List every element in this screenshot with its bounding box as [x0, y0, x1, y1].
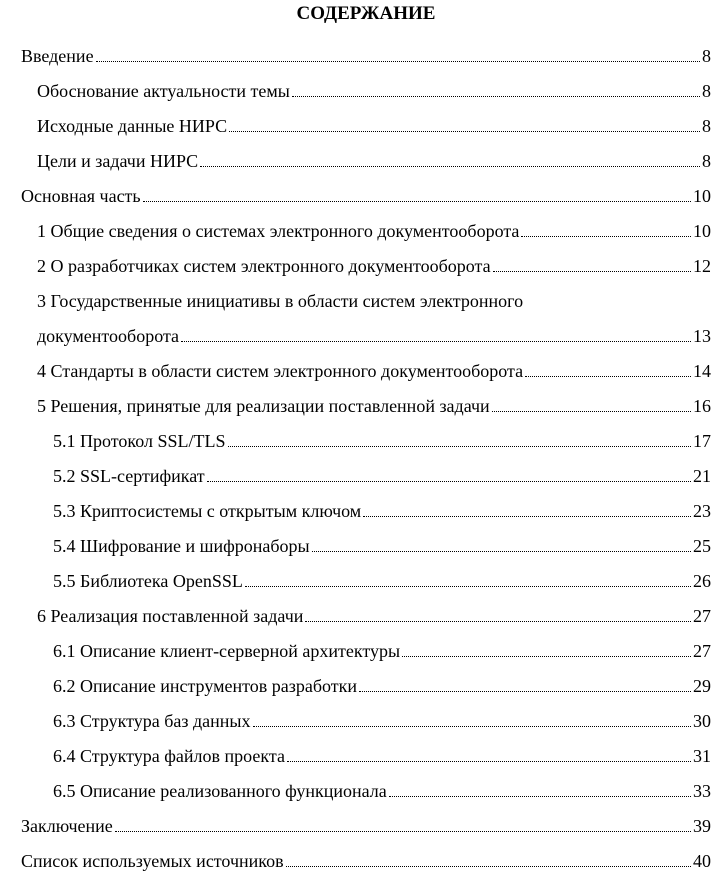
dot-leader [292, 96, 700, 97]
toc-entry-page: 27 [693, 641, 711, 661]
toc-entry-page: 23 [693, 501, 711, 521]
toc-entry-page: 21 [693, 466, 711, 486]
toc-entry-goals[interactable] [21, 139, 711, 174]
toc-entry-label: 2 О разработчиках систем электронного документооборота [37, 256, 491, 276]
dot-leader [287, 761, 691, 762]
toc-entry-label: 6.4 Структура файлов проекта [53, 746, 285, 766]
dot-leader [359, 691, 691, 692]
toc-entry-label: Основная часть [21, 186, 141, 206]
toc-entry-page: 8 [702, 81, 711, 101]
toc-entry-section-2[interactable] [21, 244, 711, 279]
toc-entry-label: 5.2 SSL-сертификат [53, 466, 205, 486]
toc-entry-page: 40 [693, 851, 711, 871]
dot-leader [312, 551, 691, 552]
toc-entry-page: 31 [693, 746, 711, 766]
toc-entry-section-5-5[interactable] [21, 559, 711, 594]
dot-leader [200, 166, 700, 167]
toc-entry-conclusion[interactable] [21, 804, 711, 839]
toc-entry-label: Обоснование актуальности темы [37, 81, 290, 101]
toc-entry-page: 8 [702, 46, 711, 66]
toc-entry-page: 13 [693, 326, 711, 346]
toc-entry-page: 8 [702, 151, 711, 171]
toc-entry-page: 26 [693, 571, 711, 591]
toc-entry-section-6-1[interactable] [21, 629, 711, 664]
dot-leader [96, 61, 700, 62]
dot-leader [229, 131, 700, 132]
dot-leader [305, 621, 691, 622]
dot-leader [115, 831, 691, 832]
dot-leader [253, 726, 691, 727]
dot-leader [525, 376, 691, 377]
toc-entry-section-6-3[interactable] [21, 699, 711, 734]
dot-leader [521, 236, 691, 237]
toc-entry-page: 14 [693, 361, 711, 381]
toc-entry-section-5[interactable] [21, 384, 711, 419]
toc-entry-section-4[interactable] [21, 349, 711, 384]
toc-entry-introduction[interactable] [21, 34, 711, 69]
toc-entry-label: 1 Общие сведения о системах электронного документооборота [37, 221, 520, 241]
dot-leader [493, 271, 691, 272]
toc-entry-label: Исходные данные НИРС [37, 116, 228, 136]
toc-entry-label: 5 Решения, принятые для реализации поставленной задачи [37, 396, 490, 416]
toc-entry-label: Заключение [21, 816, 113, 836]
toc-entry-page: 10 [693, 221, 711, 241]
toc-entry-label: 6.5 Описание реализованного функционала [53, 781, 387, 801]
toc-entry-label: 4 Стандарты в области систем электронного документооборота [37, 361, 524, 381]
toc-entry-label: 5.3 Криптосистемы с открытым ключом [53, 501, 362, 521]
dot-leader [228, 446, 692, 447]
toc-entry-label: 6.1 Описание клиент-серверной архитектуры [53, 641, 401, 661]
toc-entry-page: 30 [693, 711, 711, 731]
toc-entry-section-6[interactable] [21, 594, 711, 629]
toc-entry-label: 6.3 Структура баз данных [53, 711, 251, 731]
toc-entry-page: 17 [693, 431, 711, 451]
dot-leader [363, 516, 691, 517]
toc-entry-page: 29 [693, 676, 711, 696]
dot-leader [286, 866, 691, 867]
toc-entry-page: 27 [693, 606, 711, 626]
toc-entry-page: 12 [693, 256, 711, 276]
dot-leader [143, 201, 691, 202]
toc-entry-relevance[interactable] [21, 69, 711, 104]
toc-entry-main-part[interactable] [21, 174, 711, 209]
toc-entry-label: 6.2 Описание инструментов разработки [53, 676, 357, 696]
toc-entry-page: 33 [693, 781, 711, 801]
toc-entry-page: 8 [702, 116, 711, 136]
toc-entry-section-6-4[interactable] [21, 734, 711, 769]
toc-entry-section-1[interactable] [21, 209, 711, 244]
toc-entry-label: Цели и задачи НИРС [37, 151, 199, 171]
toc-entry-label: 6 Реализация поставленной задачи [37, 606, 304, 626]
dot-leader [181, 341, 691, 342]
toc-entry-label: 5.1 Протокол SSL/TLS [53, 431, 226, 451]
toc-entry-section-6-5[interactable] [21, 769, 711, 804]
table-of-contents [21, 34, 711, 874]
toc-entry-page: 39 [693, 816, 711, 836]
toc-entry-section-3[interactable] [21, 279, 711, 349]
dot-leader [245, 586, 691, 587]
toc-entry-label: 5.4 Шифрование и шифронаборы [53, 536, 310, 556]
toc-entry-page: 25 [693, 536, 711, 556]
toc-entry-section-5-1[interactable] [21, 419, 711, 454]
toc-entry-label-line1: 3 Государственные инициативы в области систем электронного [37, 291, 524, 311]
dot-leader [207, 481, 691, 482]
toc-entry-page: 16 [693, 396, 711, 416]
toc-entry-section-5-2[interactable] [21, 454, 711, 489]
toc-title: СОДЕРЖАНИЕ [296, 3, 436, 24]
toc-entry-label: Введение [21, 46, 94, 66]
dot-leader [492, 411, 691, 412]
toc-entry-section-5-4[interactable] [21, 524, 711, 559]
toc-entry-initial-data[interactable] [21, 104, 711, 139]
dot-leader [402, 656, 691, 657]
toc-entry-label-line2: документооборота [37, 326, 180, 346]
toc-entry-section-5-3[interactable] [21, 489, 711, 524]
toc-entry-label: 5.5 Библиотека OpenSSL [53, 571, 243, 591]
dot-leader [389, 796, 691, 797]
toc-entry-page: 10 [693, 186, 711, 206]
toc-entry-section-6-2[interactable] [21, 664, 711, 699]
toc-entry-label: Список используемых источников [21, 851, 284, 871]
